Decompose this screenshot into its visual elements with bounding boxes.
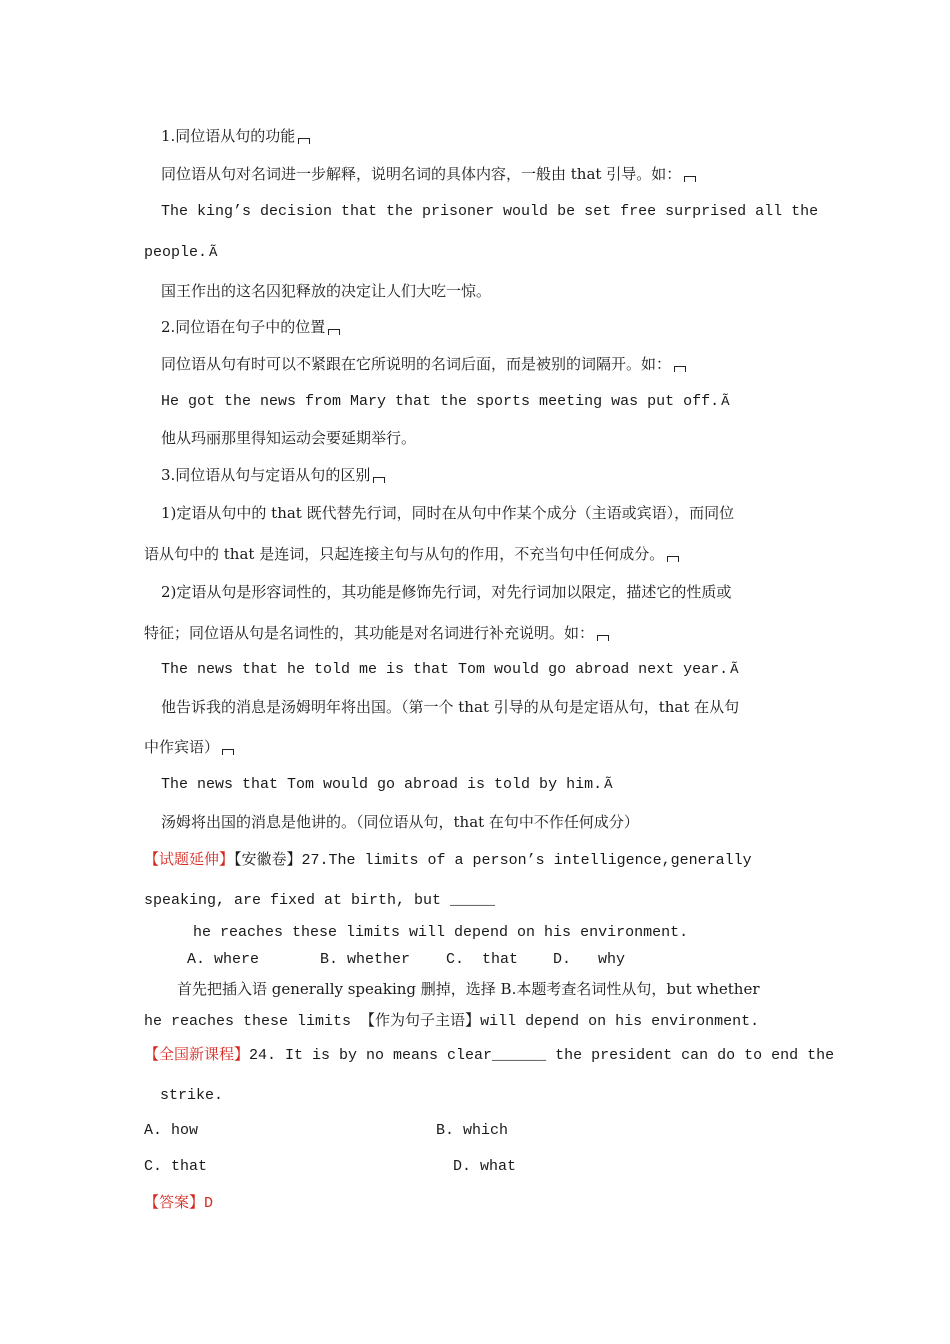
paragraph-mark-icon [328,329,340,335]
newline-mark-icon: Ã [604,777,613,793]
question-1-explanation-line-1: 首先把插入语 generally speaking 删掉，选择 B.本题考查名词性从句，but whether [177,980,760,998]
newline-mark-icon: Ã [721,394,730,410]
question-1-explanation-line-2: he reaches these limits 【作为句子主语】will depend on his environment. [144,1011,760,1030]
newline-mark-icon: Ã [209,245,218,261]
question-tag: 【全国新课程】 [144,1045,250,1063]
paragraph-mark-icon [222,749,234,755]
question-1-stem-line-3: he reaches these limits will depend on his environment. [193,924,689,941]
translation-2: 他从玛丽那里得知运动会要延期举行。 [161,429,417,447]
paragraph-function: 同位语从句对名词进一步解释，说明名词的具体内容，一般由 that 引导。如： [161,165,696,183]
question-1-stem-line-2: speaking, are fixed at birth, but _____ [144,892,496,909]
newline-mark-icon: Ã [730,662,739,678]
question-1-stem-line-1: 【试题延伸】【安徽卷】27.The limits of a person’s intelligence,generally [144,850,752,869]
question-1-option-b: B. whether [320,951,411,968]
paragraph-difference-2-line-2: 特征；同位语从句是名词性的，其功能是对名词进行补充说明。如： [144,624,609,642]
translation-1: 国王作出的这名囚犯释放的决定让人们大吃一惊。 [161,282,492,300]
answer-tag: 【答案】 [144,1193,205,1211]
answer-line [144,1193,213,1213]
example-2: He got the news from Mary that the sports meeting was put off. Ã [161,393,730,410]
paragraph-difference-1-line-1: 1)定语从句中的 that 既代替先行词，同时在从句中作某个成分（主语或宾语），而同位 [161,504,735,522]
paragraph-mark-icon [667,556,679,562]
example-4: The news that Tom would go abroad is told by him. Ã [161,776,613,793]
paragraph-difference-1-line-2: 语从句中的 that 是连词，只起连接主句与从句的作用，不充当句中任何成分。 [144,545,679,563]
question-2-option-d: D. what [453,1158,517,1175]
question-tag: 【试题延伸】 [144,850,235,868]
question-1-option-a: A. where [187,951,260,968]
question-2-stem-line-1: 【全国新课程】24. It is by no means clear______ the president can do to end the [144,1045,835,1064]
question-2-stem-line-2: strike. [160,1087,224,1104]
heading-function: 1.同位语从句的功能 [161,127,310,145]
example-1-line-2: people. Ã [144,244,218,261]
heading-position: 2.同位语在句子中的位置 [161,318,340,336]
question-1-option-c: C. that [446,951,519,968]
translation-3-line-2: 中作宾语） [144,738,234,756]
example-1-line-1: The king’s decision that the prisoner would be set free surprised all the [161,203,819,220]
question-2-option-a: A. how [144,1122,199,1139]
paragraph-mark-icon [597,635,609,641]
translation-3-line-1: 他告诉我的消息是汤姆明年将出国。（第一个 that 引导的从句是定语从句，that 在从句 [161,698,740,716]
paragraph-mark-icon [373,477,385,483]
paragraph-mark-icon [674,366,686,372]
answer-value: D [204,1195,214,1212]
paragraph-position: 同位语从句有时可以不紧跟在它所说明的名词后面，而是被别的词隔开。如： [161,355,686,373]
paragraph-mark-icon [684,176,696,182]
paragraph-mark-icon [298,138,310,144]
example-3: The news that he told me is that Tom would go abroad next year. Ã [161,661,739,678]
translation-4: 汤姆将出国的消息是他讲的。（同位语从句，that 在句中不作任何成分） [161,813,639,831]
source-tag: 【安徽卷】 [234,850,302,868]
paragraph-difference-2-line-1: 2)定语从句是形容词性的，其功能是修饰先行词，对先行词加以限定，描述它的性质或 [161,583,732,601]
question-1-option-d: D. why [553,951,626,968]
heading-difference: 3.同位语从句与定语从句的区别 [161,466,385,484]
question-2-option-b: B. which [436,1122,509,1139]
question-2-option-c: C. that [144,1158,208,1175]
